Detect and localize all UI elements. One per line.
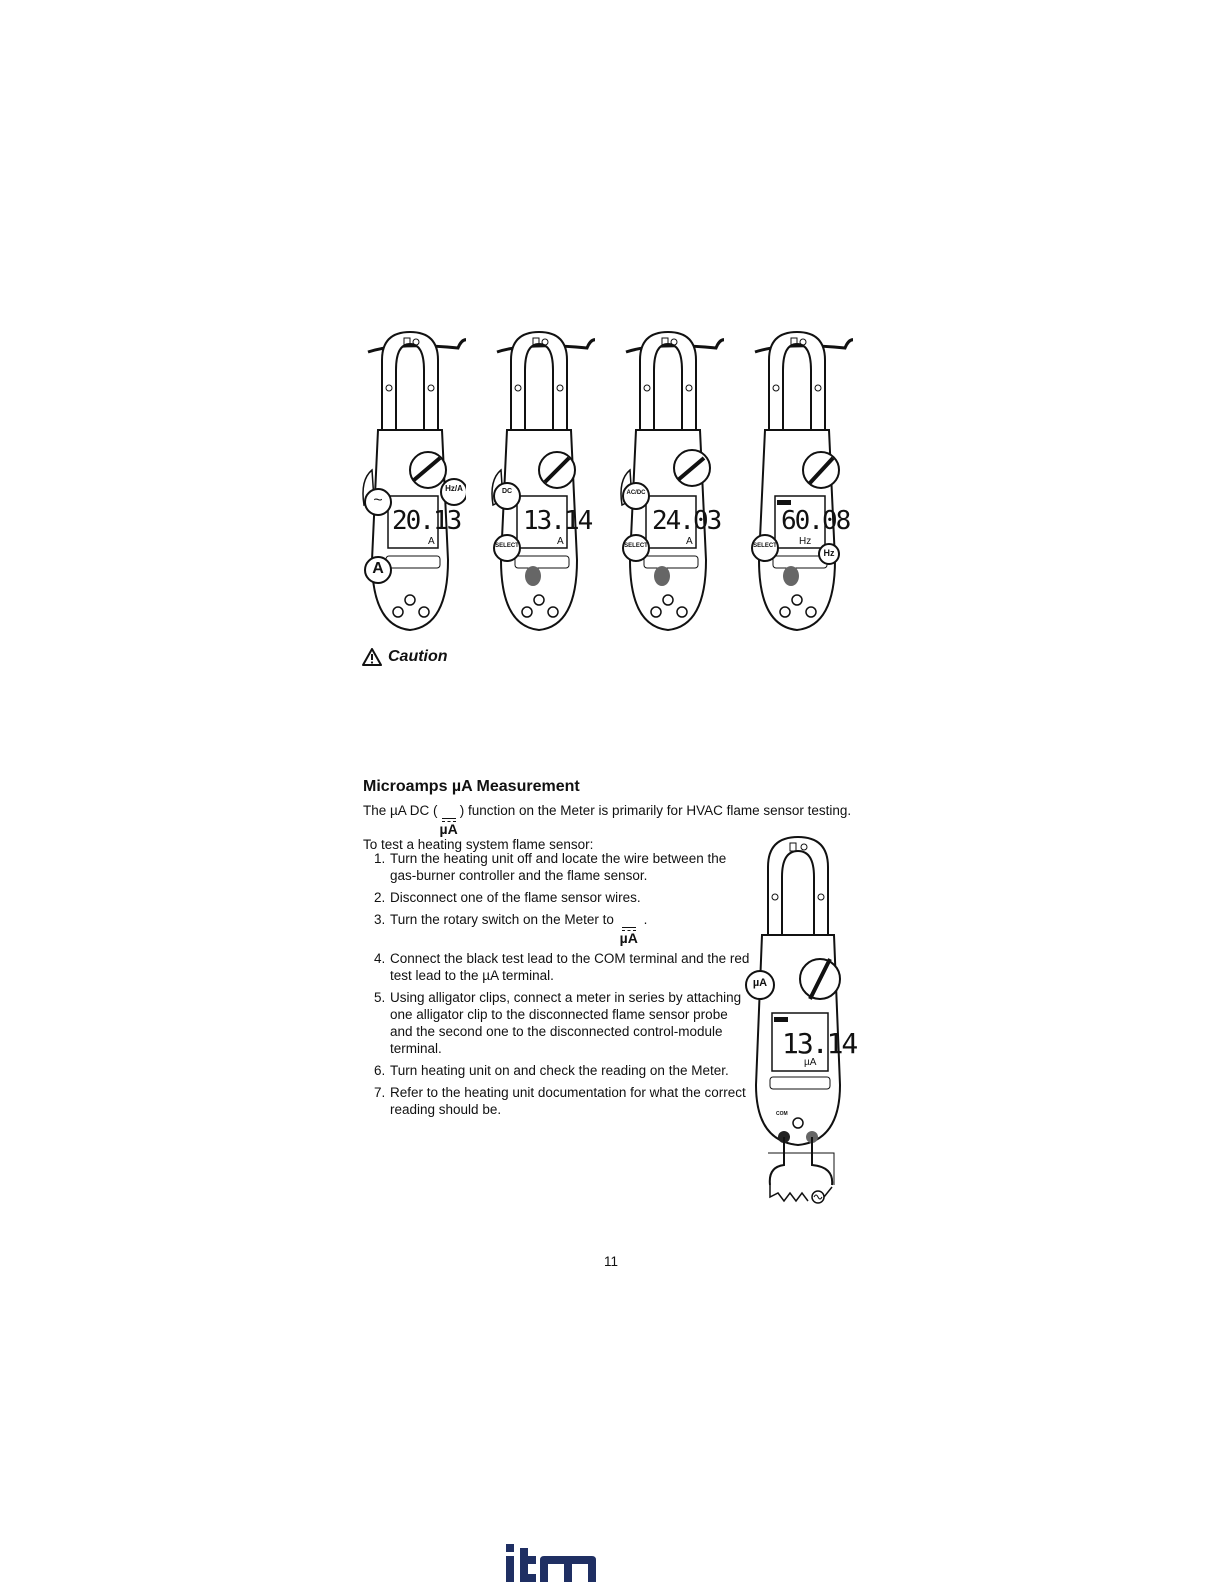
list-item: 5. Using alligator clips, connect a meter in series by attaching one alligator clip to the disconnected flame sensor probe and the second one to the disconnected control-module terminal.: [374, 990, 742, 1056]
ac-badge: ~: [373, 492, 383, 509]
select-badge: SELECT: [495, 543, 519, 549]
meter-unit: A: [557, 536, 564, 547]
com-terminal-label: COM: [776, 1111, 788, 1117]
warning-icon: [362, 648, 382, 666]
meter-reading: 13.14: [523, 506, 592, 536]
list-item: 4. Connect the black test lead to the COM terminal and the red test lead to the µA terminal.: [374, 951, 750, 983]
hz-badge: Hz: [823, 548, 835, 558]
acdc-badge: AC/DC: [626, 490, 646, 496]
clamp-meter-acdc: [616, 330, 724, 634]
meter-reading: 20.13: [392, 506, 461, 536]
flame-sensor-meter-figure: [738, 835, 856, 1211]
microamp-symbol-text: µA: [439, 821, 458, 837]
meter-reading: 24.03: [652, 506, 721, 536]
microamp-dc-symbol: [440, 818, 458, 836]
meter-unit: Hz: [799, 536, 812, 547]
hz-amp-badge: Hz/A: [445, 484, 463, 493]
section-heading: Microamps µA Measurement: [363, 778, 580, 795]
intro-text-end: ) function on the Meter is primarily for HVAC flame sensor testing. To test a heating system flame sensor:: [363, 803, 852, 852]
clamp-meter-ac: [358, 330, 466, 634]
meter-unit: µA: [804, 1057, 817, 1068]
amp-badge: A: [372, 560, 384, 577]
list-item: 1. Turn the heating unit off and locate the wire between the gas-burner controller and the flame sensor.: [374, 851, 727, 883]
caution-label: [362, 648, 448, 666]
steps-list: [374, 850, 752, 1123]
clamp-meter-hz: [745, 330, 853, 634]
microamp-dc-symbol: µA: [620, 927, 638, 945]
caution-text: Caution: [388, 648, 448, 665]
microamp-badge: µA: [752, 977, 768, 989]
list-item: 6. Turn heating unit on and check the reading on the Meter.: [374, 1063, 729, 1078]
intro-text-start: The µA DC (: [363, 803, 438, 818]
clamp-meter-dc: [487, 330, 595, 634]
itm-logo: [506, 1542, 598, 1584]
list-item: 2. Disconnect one of the flame sensor wires.: [374, 890, 641, 905]
meter-unit: A: [428, 536, 435, 547]
meter-reading: 60.08: [781, 506, 850, 536]
meter-reading: 13.14: [782, 1027, 857, 1060]
meter-unit: A: [686, 536, 693, 547]
list-item: 3. Turn the rotary switch on the Meter to µA .: [374, 912, 648, 946]
dc-badge: DC: [501, 488, 513, 495]
list-item: 7. Refer to the heating unit documentation for what the correct reading should be.: [374, 1085, 746, 1117]
page-number: 11: [604, 1254, 619, 1269]
select-badge: SELECT: [753, 543, 777, 549]
select-badge: SELECT: [624, 543, 648, 549]
